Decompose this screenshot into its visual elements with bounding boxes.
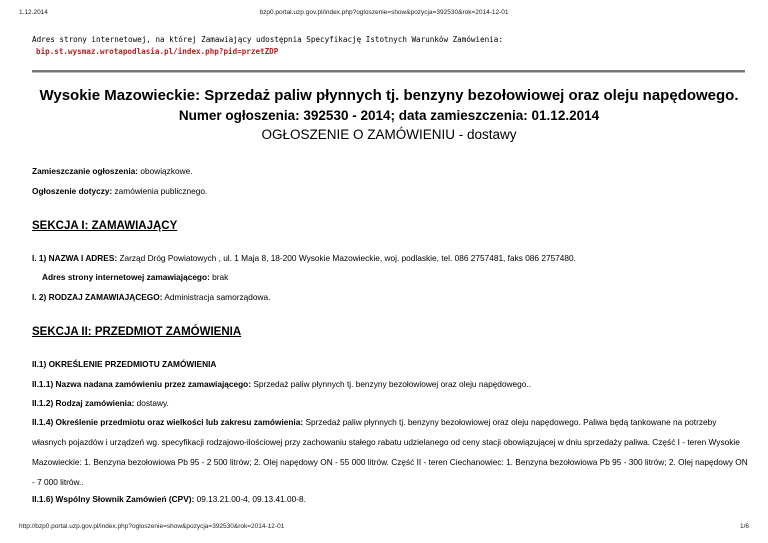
print-date: 1.12.2014	[19, 9, 48, 16]
subsection-heading: II.1) OKREŚLENIE PRZEDMIOTU ZAMÓWIENIA	[32, 359, 217, 369]
notice-title-main: Wysokie Mazowieckie: Sprzedaż paliw płynnych tj. benzyny bezołowiowej oraz oleju napędowego.	[39, 87, 739, 104]
field-label: Ogłoszenie dotyczy:	[32, 186, 113, 196]
siwz-intro-text: Adres strony internetowej, na której Zamawiający udostępnia Specyfikację Istotnych Warunków Zamówienia:	[32, 35, 503, 44]
notice-title	[28, 86, 750, 144]
print-url: bzp0.portal.uzp.gov.pl/index.php?ogloszenie=show&pozycja=392530&rok=2014-12-01	[259, 9, 509, 16]
field-zamieszczanie	[32, 166, 193, 176]
field-value: 09.13.21.00-4, 09.13.41.00-8.	[196, 494, 306, 504]
field-value: Sprzedaż paliw płynnych tj. benzyny bezołowiowej oraz oleju napędowego..	[253, 379, 531, 389]
field-nazwa-zamowienia	[32, 379, 531, 389]
field-okreslenie	[32, 412, 750, 492]
notice-type: OGŁOSZENIE O ZAMÓWIENIU - dostawy	[261, 127, 517, 142]
section-2-heading: SEKCJA II: PRZEDMIOT ZAMÓWIENIA	[32, 326, 242, 338]
field-label: I. 1) NAZWA I ADRES:	[32, 253, 118, 263]
page-number: 1/6	[739, 523, 749, 530]
section-1-heading: SEKCJA I: ZAMAWIAJĄCY	[32, 220, 178, 232]
field-rodzaj-zamawiajacego	[32, 292, 270, 302]
field-value: Sprzedaż paliw płynnych tj. benzyny bezołowiowej oraz oleju napędowego. Paliwa będą tankowane na potrzeby własnych pojazdów i urządzeń wg. specyfikacji rodzajowo-ilościowej przy zachowaniu stałego rabatu udzielanego od ceny stacji obowiązującej w dniu sprzedaży paliwa. Część I - teren Wysokie Mazowieckie: 1. Benzyna bezołowiowa Pb 95 - 2 500 litrów; 2. Olej napędowy ON - 55 000 litrów. Część II - teren Ciechanowiec: 1. Benzyna bezołowiowa Pb 95 - 300 litrów; 2. Olej napędowy ON - 7 000 litrów..	[32, 417, 748, 487]
field-nazwa-adres	[32, 253, 576, 263]
field-rodzaj-zamowienia	[32, 398, 169, 408]
field-label: II.1.6) Wspólny Słownik Zamówień (CPV):	[32, 494, 195, 504]
field-value: brak	[212, 272, 229, 282]
field-label: Zamieszczanie ogłoszenia:	[32, 166, 139, 176]
footer-url: http://bzp0.portal.uzp.gov.pl/index.php?ogloszenie=show&pozycja=392530&rok=2014-12-01	[19, 523, 285, 530]
field-dotyczy	[32, 186, 207, 196]
field-value: Zarząd Dróg Powiatowych , ul. 1 Maja 8, 18-200 Wysokie Mazowieckie, woj. podlaskie, tel. 086 2757481, faks 086 2757480.	[119, 253, 576, 263]
field-value: zamówienia publicznego.	[114, 186, 208, 196]
siwz-link[interactable]: bip.st.wysmaz.wrotapodlasia.pl/index.php?pid=przetZDP	[36, 47, 279, 56]
siwz-intro	[32, 34, 744, 58]
header-divider	[32, 70, 745, 73]
field-www	[42, 272, 228, 282]
field-label: II.1.2) Rodzaj zamówienia:	[32, 398, 135, 408]
field-value: dostawy.	[136, 398, 169, 408]
print-header	[19, 9, 749, 19]
notice-number: Numer ogłoszenia: 392530 - 2014; data zamieszczenia: 01.12.2014	[178, 108, 600, 123]
field-label: I. 2) RODZAJ ZAMAWIAJĄCEGO:	[32, 292, 163, 302]
field-label: II.1.1) Nazwa nadana zamówieniu przez zamawiającego:	[32, 379, 252, 389]
field-label: Adres strony internetowej zamawiającego:	[42, 272, 210, 282]
field-value: Administracja samorządowa.	[164, 292, 271, 302]
field-label: II.1.4) Określenie przedmiotu oraz wielkości lub zakresu zamówienia:	[32, 417, 304, 427]
field-value: obowiązkowe.	[140, 166, 193, 176]
field-cpv	[32, 494, 306, 504]
print-footer	[19, 523, 749, 533]
